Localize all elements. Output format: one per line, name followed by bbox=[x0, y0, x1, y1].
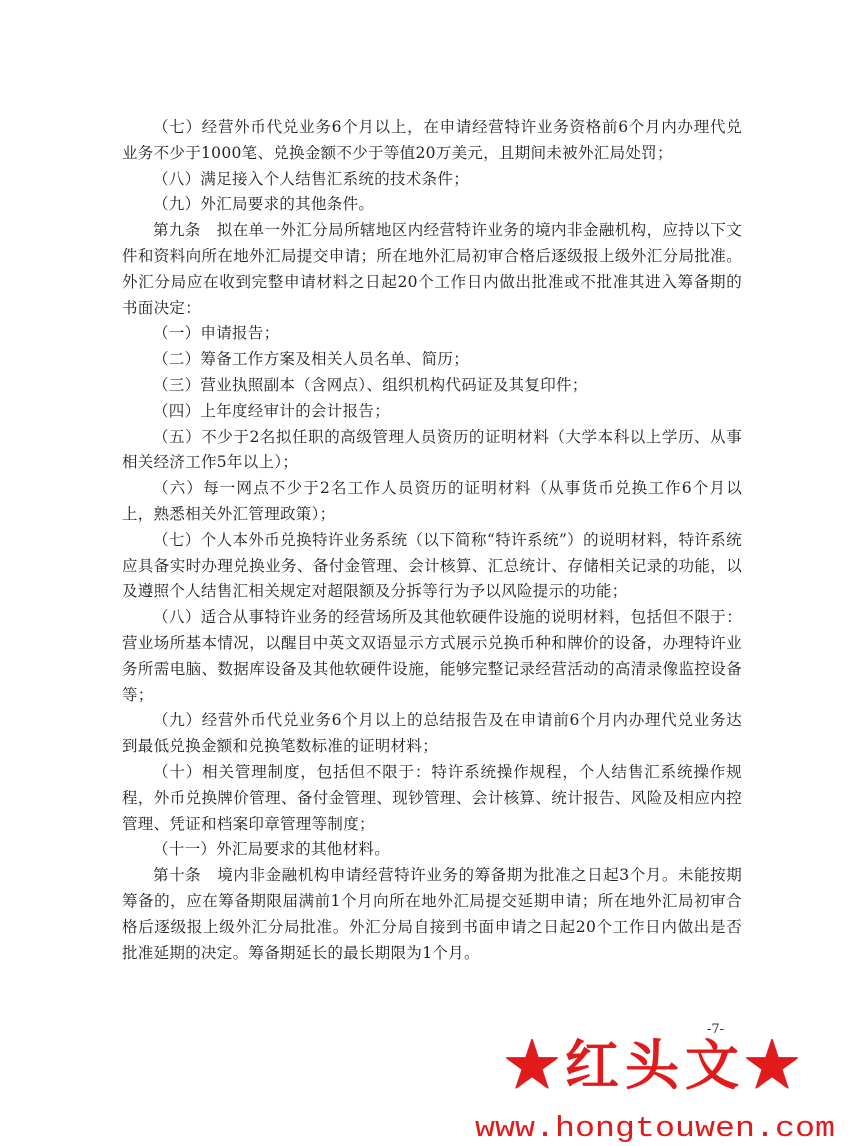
clause-item-8: （八）满足接入个人结售汇系统的技术条件； bbox=[153, 169, 470, 188]
svg-text:www.hongtouwen.com: www.hongtouwen.com bbox=[475, 1112, 835, 1145]
clause-item-9: （九）外汇局要求的其他条件。 bbox=[153, 195, 375, 214]
document-body bbox=[122, 115, 742, 966]
material-item-5: （五）不少于2名拟任职的高级管理人员资历的证明材料（大学本科以上学历、从事相关经济工作5年以上）； bbox=[122, 427, 742, 472]
material-item-7: （七）个人本外币兑换特许业务系统（以下简称“特许系统”）的说明材料，特许系统应具备实时办理兑换业务、备付金管理、会计核算、汇总统计、存储相关记录的功能，以及遵照个人结售汇相关规定对超限额及分拆等行为予以风险提示的功能； bbox=[122, 530, 742, 601]
svg-text:★红头文★: ★红头文★ bbox=[505, 1036, 805, 1096]
clause-item-7: （七）经营外币代兑业务6个月以上，在申请经营特许业务资格前6个月内办理代兑业务不少于1000笔、兑换金额不少于等值20万美元，且期间未被外汇局处罚； bbox=[122, 118, 742, 162]
material-item-2: （二）筹备工作方案及相关人员名单、简历； bbox=[153, 350, 470, 369]
material-item-6: （六）每一网点不少于2名工作人员资历的证明材料（从事货币兑换工作6个月以上，熟悉相关外汇管理政策）； bbox=[122, 479, 742, 523]
watermark-url bbox=[470, 1106, 840, 1146]
material-item-4: （四）上年度经审计的会计报告； bbox=[153, 401, 391, 420]
material-item-3: （三）营业执照副本（含网点）、组织机构代码证及其复印件； bbox=[153, 375, 588, 394]
material-item-1: （一）申请报告； bbox=[153, 324, 280, 343]
material-item-8: （八）适合从事特许业务的经营场所及其他软硬件设施的说明材料，包括但不限于：营业场所基本情况，以醒目中英文双语显示方式展示兑换币种和牌价的设备，办理特许业务所需电脑、数据库设备及其他软硬件设施，能够完整记录经营活动的高清录像监控设备等； bbox=[122, 608, 742, 704]
material-item-10: （十）相关管理制度，包括但不限于：特许系统操作规程，个人结售汇系统操作规程，外币兑换牌价管理、备付金管理、现钞管理、会计核算、统计报告、风险及相应内控管理、凭证和档案印章管理等制度； bbox=[122, 762, 742, 833]
article-10: 第十条 境内非金融机构申请经营特许业务的筹备期为批准之日起3个月。未能按期筹备的，应在筹备期限届满前1个月向所在地外汇局提交延期申请；所在地外汇局初审合格后逐级报上级外汇分局批准。外汇分局自接到书面申请之日起20个工作日内做出是否批准延期的决定。筹备期延长的最长期限为1个月。 bbox=[122, 866, 742, 962]
material-item-9: （九）经营外币代兑业务6个月以上的总结报告及在申请前6个月内办理代兑业务达到最低兑换金额和兑换笔数标准的证明材料； bbox=[122, 711, 742, 756]
article-9: 第九条 拟在单一外汇分局所辖地区内经营特许业务的境内非金融机构，应持以下文件和资料向所在地外汇局提交申请；所在地外汇局初审合格后逐级报上级外汇分局批准。外汇分局应在收到完整申请材料之日起20个工作日内做出批准或不批准其进入筹备期的书面决定： bbox=[122, 221, 742, 317]
page-number: -7- bbox=[707, 1022, 725, 1037]
watermark-logo bbox=[470, 1026, 840, 1146]
material-item-11: （十一）外汇局要求的其他材料。 bbox=[153, 840, 391, 859]
watermark-site-name bbox=[470, 1026, 840, 1106]
